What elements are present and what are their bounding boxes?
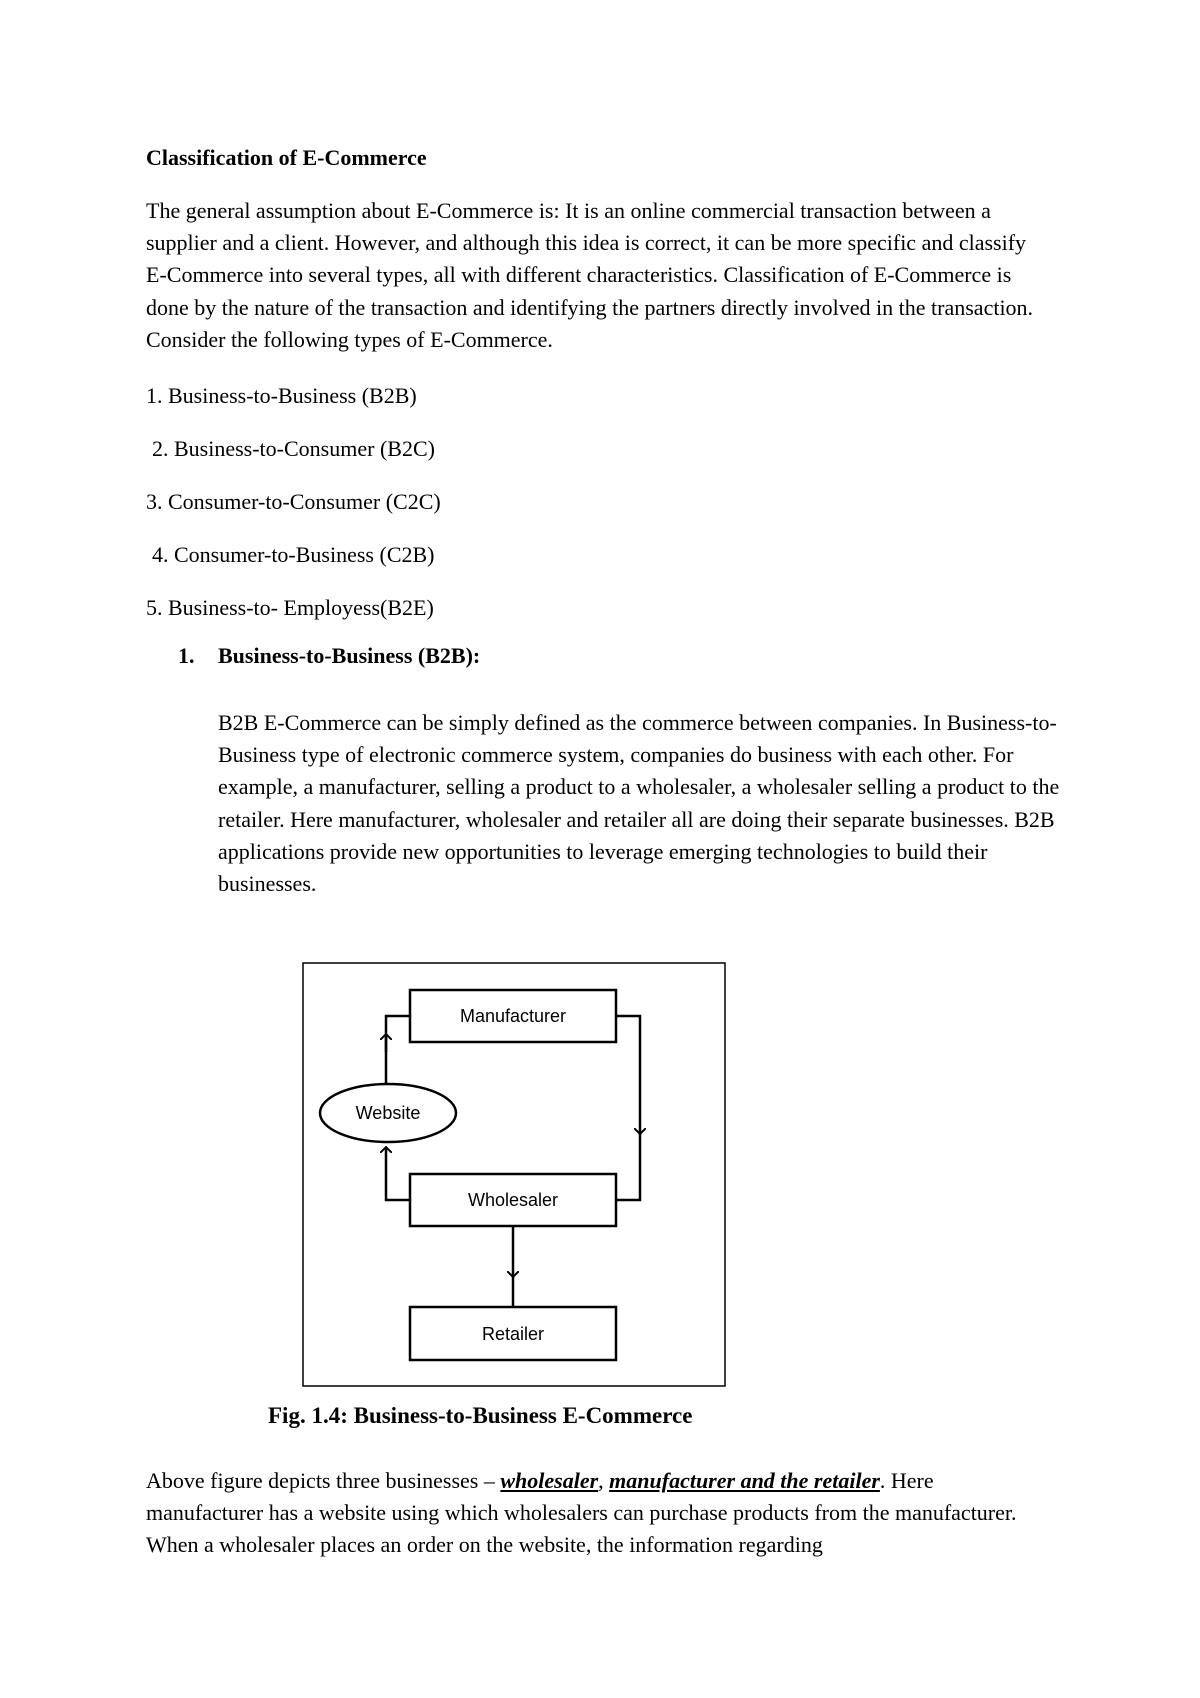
section-title: Business-to-Business (B2B): (218, 643, 481, 668)
list-item: 3. Consumer-to-Consumer (C2C) (146, 489, 441, 514)
manufacturer-label: Manufacturer (459, 1006, 567, 1026)
connector-website-to-manufacturer (386, 1016, 410, 1084)
connector-manufacturer-to-wholesaler (616, 1016, 640, 1134)
closing-lead: Above figure depicts three businesses – (146, 1468, 501, 1493)
list-item: 2. Business-to-Consumer (B2C) (152, 436, 435, 461)
section-paragraph: B2B E-Commerce can be simply defined as the commerce between companies. In Business-to-Business type of electronic commerce system, companies do business with each other. For example, a manufacturer, selling a product to a wholesaler, a wholesaler selling a product to the retailer. Here manufacturer, wholesaler and retailer all are doing their separate businesses. B2B applications provide new opportunities to leverage emerging technologies to build their businesses. (218, 710, 1060, 897)
closing-separator: , (598, 1468, 610, 1493)
b2b-diagram (302, 962, 726, 1387)
list-item: 5. Business-to- Employess(B2E) (146, 595, 434, 620)
closing-paragraph (146, 1465, 1056, 1562)
connector-return-wholesaler (616, 1134, 640, 1200)
page-title: Classification of E-Commerce (146, 145, 427, 170)
figure-caption: Fig. 1.4: Business-to-Business E-Commerce (268, 1403, 693, 1428)
website-label: Website (355, 1103, 421, 1123)
emphasis-manufacturer-retailer: manufacturer and the retailer (609, 1468, 880, 1493)
list-item: 1. Business-to-Business (B2B) (146, 383, 417, 408)
closing-rest: . Here manufacturer has a website using which wholesalers can purchase products from the manufacturer. When a wholesaler places an order on the website, the information regarding (146, 1468, 1017, 1558)
retailer-label: Retailer (481, 1324, 545, 1344)
section-number: 1. (178, 643, 195, 668)
wholesaler-label: Wholesaler (467, 1190, 559, 1210)
intro-paragraph: The general assumption about E-Commerce is: It is an online commercial transaction between a supplier and a client. However, and although this idea is correct, it can be more specific and classify E-Commerce into several types, all with different characteristics. Classification of E-Commerce is done by the nature of the transaction and identifying the partners directly involved in the transaction. Consider the following types of E-Commerce. (146, 198, 1034, 352)
emphasis-wholesaler: wholesaler (500, 1468, 599, 1493)
section-heading (178, 643, 480, 669)
list-item: 4. Consumer-to-Business (C2B) (152, 542, 435, 567)
connector-wholesaler-to-website (386, 1147, 410, 1200)
